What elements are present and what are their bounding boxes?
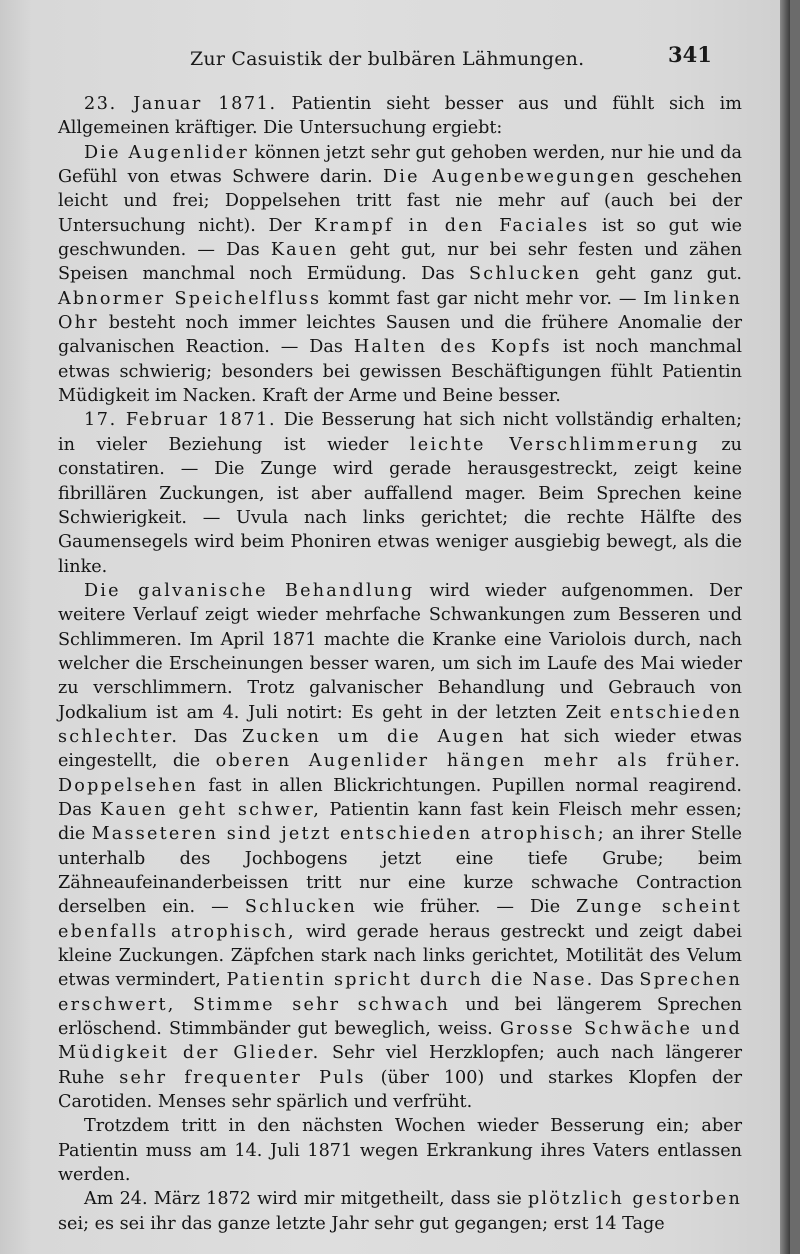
date-entry: 17. Februar 1871. [84,410,277,431]
text-run: Die Besserung hat sich nicht vollständig erhalten; in vieler Beziehung ist wieder [58,410,742,455]
spaced-term: Grosse Schwäche und Müdigkeit der Glieder. [58,1019,742,1064]
spaced-term: oberen Augenlider hängen mehr als früher. [215,751,742,772]
paragraph-improvement [58,1114,742,1187]
spaced-term: leichte Verschlimmerung [409,434,700,455]
paragraph-feb-1871 [58,408,742,578]
spaced-term: Kauen [270,240,339,261]
spaced-term: Halten des Kopfs [353,337,552,358]
spaced-term: Zunge scheint ebenfalls atrophisch, [58,897,742,942]
spaced-term: Kauen geht schwer, [100,799,322,820]
spaced-term: Die Augenbewegungen [382,167,637,188]
text-run: ist so gut wie geschwunden. — Das [58,215,742,261]
text-run: wie früher. — Die [357,897,577,918]
page-header [0,42,790,78]
spaced-term: plötzlich gestorben [527,1189,743,1210]
text-run: ist noch manchmal etwas schwierig; besonders bei gewissen Beschäftigungen fühlt Patientin Müdigkeit im Nacken. Kraft der Arme und Beine besser. [58,337,742,407]
text-run: fast in allen Blickrichtungen. Pupillen normal reagirend. Das [58,775,742,820]
text-run: sei; es sei ihr das ganze letzte Jahr sehr gut gegangen; erst 14 Tage [58,1213,665,1234]
body-text [58,92,742,1236]
spaced-term: Sprechen erschwert, Stimme sehr schwach [58,970,743,1015]
text-run: besteht noch immer leichtes Sausen und die frühere Anomalie der galvanischen Reaction. — Das [58,313,742,358]
spaced-term: Masseteren sind jetzt entschieden atrophisch; [91,824,606,845]
text-run: Das [179,726,242,747]
text-run: Das [594,970,640,991]
text-run: an ihrer Stelle unterhalb des Jochbogens jetzt eine tiefe Grube; beim Zähneaufeinanderbeissen tritt nur eine kurze schwache Contraction derselben ein. — [58,824,742,918]
text-run: kommt fast gar nicht mehr vor. — Im [321,288,674,309]
text-run: Patientin sieht besser aus und fühlt sich im Allgemeinen kräftiger. Die Untersuchung ergiebt: [58,94,742,139]
text-run: hat sich wieder etwas eingestellt, die [58,726,743,772]
spaced-term: Schlucken [244,897,358,918]
spaced-term: linken Ohr [58,288,742,334]
spaced-term: Krampf in den Faciales [314,215,590,236]
text-run: Sehr viel Herzklopfen; auch nach längerer Ruhe [58,1043,742,1088]
running-title: Zur Casuistik der bulbären Lähmungen. [190,48,585,70]
spaced-term: sehr frequenter Puls [119,1067,366,1088]
paragraph-jan-1871 [58,92,742,141]
page-number: 341 [668,42,712,67]
text-run: Am 24. März 1872 wird mir mitgetheilt, dass sie [84,1189,528,1210]
text-run: wird gerade heraus gestreckt und zeigt dabei kleine Zuckungen. Zäpfchen stark nach links gerichtet, Motilität des Velum etwas vermindert, [58,921,742,991]
spaced-term: Abnormer Speichelfluss [58,288,322,309]
text-run: (über 100) und starkes Klopfen der Carotiden. Menses sehr spärlich und verfrüht. [58,1067,742,1113]
text-run: zu constatiren. — Die Zunge wird gerade herausgestreckt, zeigt keine fibrillären Zuckungen, ist aber auffallend mager. Beim Sprechen keine Schwierigkeit. — Uvula nach links gerichtet; die rechte Hälfte des Gaumensegels wird beim Phoniren etwas weniger ausgiebig bewegt, als die linke. [58,434,742,577]
spaced-term: Schlucken [469,264,582,285]
spaced-term: Die Augenlider [84,142,249,163]
paragraph-mar-1872 [58,1187,742,1236]
text-run: können jetzt sehr gut gehoben werden, nur hie und da Gefühl von etwas Schwere darin. [58,142,742,188]
paragraph-findings [58,141,742,409]
text-run: geschehen leicht und frei; Doppelsehen tritt fast nie mehr auf (auch bei der Untersuchung nicht). Der [58,167,743,236]
text-run: geht ganz gut. [581,264,742,285]
spaced-term: Zucken um die Augen [242,726,506,747]
paragraph-galvanic-treatment [58,579,742,1115]
text-run: wird wieder aufgenommen. Der weitere Verlauf zeigt wieder mehrfache Schwankungen zum Besseren und Schlimmeren. Im April 1871 machte die Kranke eine Variolois durch, nach welcher die Erscheinungen besser waren, um sich im Laufe des Mai wieder zu verschlimmern. Trotz galvanischer Behandlung und Gebrauch von Jodkalium ist am 4. Juli notirt: Es geht in der letzten Zeit [58,580,742,723]
text-run: Trotzdem tritt in den nächsten Wochen wieder Besserung ein; aber Patientin muss am 14. Juli 1871 wegen Erkrankung ihres Vaters entlassen werden. [58,1116,742,1186]
text-run: und bei längerem Sprechen erlöschend. Stimmbänder gut beweglich, weiss. [58,994,742,1040]
page-edge-shadow [780,0,790,1254]
text-run: Patientin kann fast kein Fleisch mehr essen; die [58,799,742,845]
spaced-term: Patientin spricht durch die Nase. [226,970,595,991]
date-entry: 23. Januar 1871. [84,94,277,114]
spaced-term: Die galvanische Behandlung [84,580,415,601]
spaced-term: Doppelsehen [58,775,198,796]
text-run: geht gut, nur bei sehr festen und zähen Speisen manchmal noch Ermüdung. Das [58,240,743,285]
spaced-term: entschieden schlechter. [58,702,742,747]
